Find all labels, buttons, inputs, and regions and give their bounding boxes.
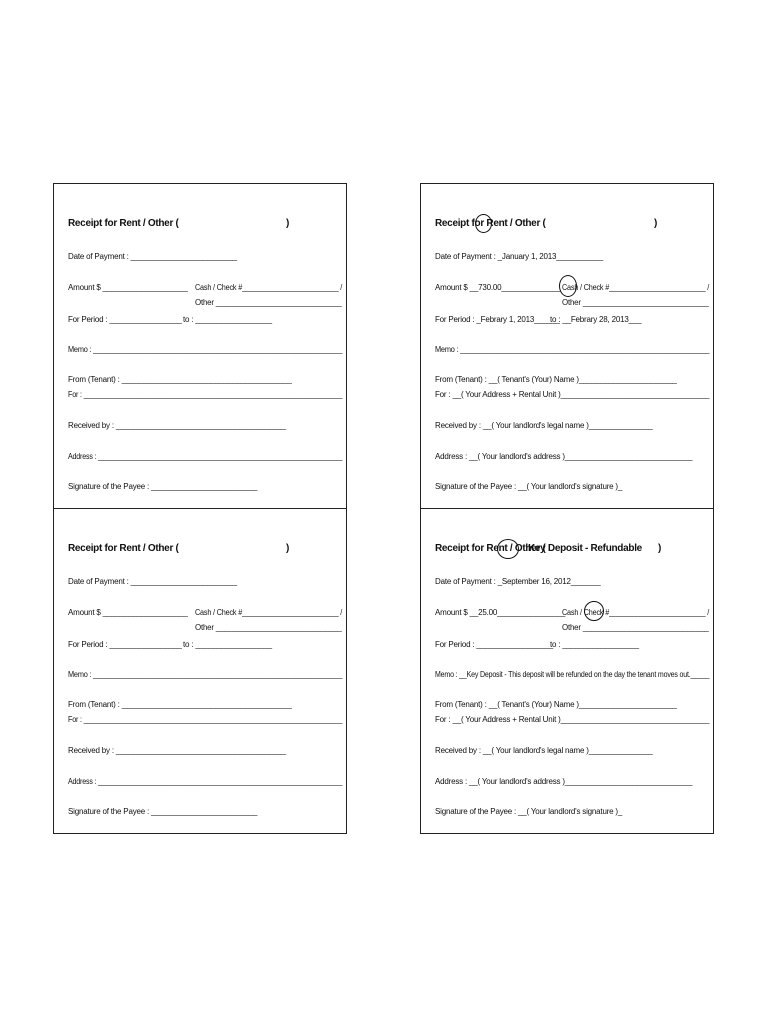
payee-signature-field[interactable]: Signature of the Payee : _________________________ [68,482,258,491]
from-tenant-field[interactable]: From (Tenant) : ________________________________________ [68,700,292,709]
for-period-field[interactable]: For Period : __________________ [435,640,553,649]
rent-selection-circle [475,214,492,233]
title-close-paren: ) [286,543,290,554]
for-field[interactable]: For : __( Your Address + Rental Unit )___________________________________ [435,390,710,399]
date-of-payment-field[interactable]: Date of Payment : _________________________ [68,577,237,586]
received-by-field[interactable]: Received by : __( Your landlord's legal name )_______________ [435,746,653,755]
payee-signature-field[interactable]: Signature of the Payee : _________________________ [68,807,258,816]
title-close-paren: ) [658,543,662,554]
memo-field[interactable]: Memo : ________________________________________________________________ [435,345,710,354]
amount-field[interactable]: Amount $ ____________________ [68,608,188,617]
check-selection-circle [584,601,604,621]
receipt-title: Receipt for Rent / Other ( [68,543,179,554]
receipt-card-filled-rent [420,183,714,509]
payee-signature-field[interactable]: Signature of the Payee : __( Your landlord's signature )_ [435,807,623,816]
date-of-payment-field[interactable]: Date of Payment : _January 1, 2013___________ [435,252,604,261]
period-to-field[interactable]: to : __________________ [183,640,272,649]
for-period-field[interactable]: For Period : _________________ [68,315,182,324]
address-field[interactable]: Address : _________________________________________________________________ [68,452,343,461]
for-field[interactable]: For : __( Your Address + Rental Unit )___________________________________ [435,715,710,724]
other-selection-circle [497,539,519,559]
title-close-paren: ) [654,218,658,229]
receipt-title: Receipt for Rent / Other ( [68,218,179,229]
cash-check-field[interactable]: Cash / Check #_________________________ / [195,608,343,617]
from-tenant-field[interactable]: From (Tenant) : __( Tenant's (Your) Name )_______________________ [435,700,677,709]
received-by-field[interactable]: Received by : ________________________________________ [68,421,286,430]
memo-field[interactable]: Memo : ________________________________________________________________ [68,345,343,354]
memo-field[interactable]: Memo : ________________________________________________________________ [68,670,343,679]
memo-field[interactable]: Memo : __Key Deposit - This deposit will be refunded on the day the tenant moves out._____ [435,670,710,679]
cash-check-field[interactable]: Cash / Check #_________________________ / [562,608,710,617]
receipt-title-purpose: Key Deposit - Refundable [528,543,642,554]
period-to-field[interactable]: to : __________________ [550,640,639,649]
from-tenant-field[interactable]: From (Tenant) : __( Tenant's (Your) Name )_______________________ [435,375,677,384]
receipt-card-key-deposit [420,508,714,834]
cash-selection-circle [559,275,577,297]
date-of-payment-field[interactable]: Date of Payment : _September 16, 2012_______ [435,577,601,586]
receipt-card-blank-bottom [53,508,347,834]
address-field[interactable]: Address : __( Your landlord's address )______________________________ [435,452,693,461]
amount-field[interactable]: Amount $ __730.00______________ [435,283,561,292]
for-period-field[interactable]: For Period : _Febrary 1, 2013______ [435,315,560,324]
date-of-payment-field[interactable]: Date of Payment : _________________________ [68,252,237,261]
other-field[interactable]: Other ______________________________ [562,298,709,307]
period-to-field[interactable]: to : __________________ [183,315,272,324]
receipt-title: Receipt for Rent / Other ( [435,218,546,229]
received-by-field[interactable]: Received by : ________________________________________ [68,746,286,755]
received-by-field[interactable]: Received by : __( Your landlord's legal name )_______________ [435,421,653,430]
for-field[interactable]: For : ____________________________________________________________________ [68,715,343,724]
cash-check-field[interactable]: Cash / Check #_________________________ / [195,283,343,292]
cash-check-field[interactable]: Cash / Check #_________________________ / [562,283,710,292]
payee-signature-field[interactable]: Signature of the Payee : __( Your landlord's signature )_ [435,482,623,491]
address-field[interactable]: Address : __( Your landlord's address )______________________________ [435,777,693,786]
other-field[interactable]: Other ______________________________ [562,623,709,632]
address-field[interactable]: Address : _________________________________________________________________ [68,777,343,786]
receipt-card-blank-top [53,183,347,509]
for-period-field[interactable]: For Period : _________________ [68,640,182,649]
from-tenant-field[interactable]: From (Tenant) : ________________________________________ [68,375,292,384]
amount-field[interactable]: Amount $ __25.00________________ [435,608,566,617]
amount-field[interactable]: Amount $ ____________________ [68,283,188,292]
receipt-title: Receipt for Rent / Other ( [435,543,546,554]
other-field[interactable]: Other ______________________________ [195,298,342,307]
for-field[interactable]: For : ____________________________________________________________________ [68,390,343,399]
period-to-field[interactable]: to : __Febrary 28, 2013___ [550,315,642,324]
other-field[interactable]: Other ______________________________ [195,623,342,632]
title-close-paren: ) [286,218,290,229]
